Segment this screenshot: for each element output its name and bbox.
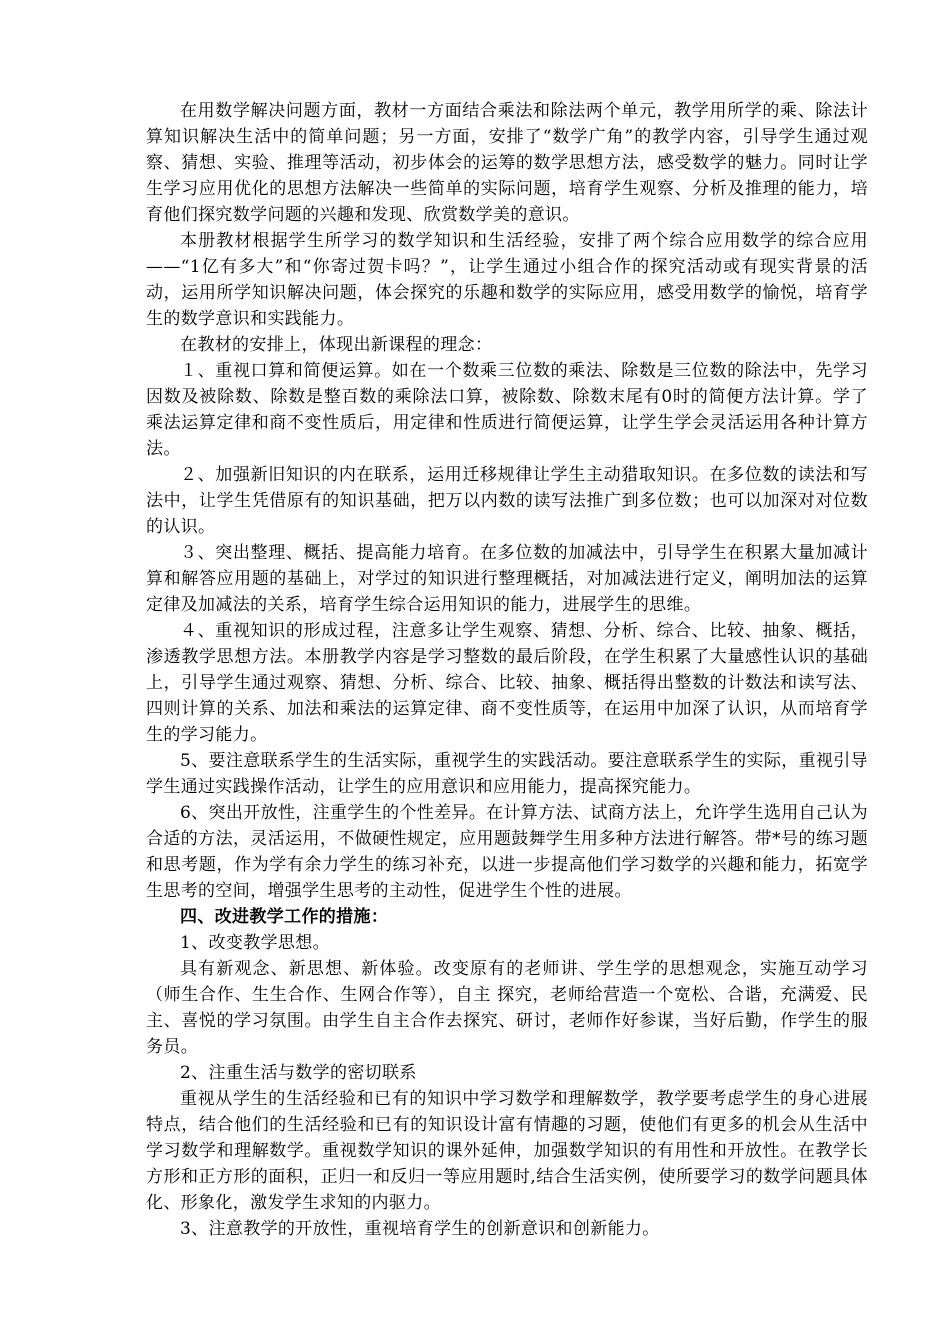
paragraph-measure-2-body: 重视从学生的生活经验和已有的知识中学习数学和理解数学，教学要考虑学生的身心进展特点，结合他们的生活经验和已有的知识设计富有情趣的习题，使他们有更多的机会从生活中学习数学和理解数学。重视数学知识的课外延伸，加强数学知识的有用性和开放性。在教学长方形和正方形的面积，正归一和反归一等应用题时,结合生活实例，使所要学习的数学问题具体化、形象化，激发学生求知的内驱力。 <box>146 1089 868 1213</box>
paragraph-problem-solving: 在用数学解决问题方面，教材一方面结合乘法和除法两个单元，教学用所学的乘、除法计算知识解决生活中的简单问题；另一方面，安排了“数学广角”的教学内容，引导学生通过观察、猜想、实验、推理等活动，初步体会的运筹的数学思想方法，感受数学的魅力。同时让学生学习应用优化的思想方法解决一些简单的实际问题，培育学生观察、分析及推理的能力，培育他们探究数学问题的兴趣和发现、欣赏数学美的意识。 <box>146 101 868 225</box>
paragraph-new-curriculum-intro: 在教材的安排上，体现出新课程的理念： <box>180 335 493 355</box>
paragraph-point-1: １、重视口算和简便运算。如在一个数乘三位数的乘法、除数是三位数的除法中，先学习因数及被除数、除数是整百数的乘除法口算，被除数、除数末尾有0时的简便方法计算。学了乘法运算定律和商不变性质后，用定律和性质进行简便运算，让学生学会灵活运用各种计算方法。 <box>146 361 868 459</box>
paragraph-measure-3-title: 3、注意教学的开放性，重视培育学生的创新意识和创新能力。 <box>180 1219 660 1239</box>
paragraph-measure-1-title: 1、改变教学思想。 <box>180 933 330 953</box>
paragraph-point-5: 5、要注意联系学生的生活实际，重视学生的实践活动。要注意联系学生的实际，重视引导学生通过实践操作活动，让学生的应用意识和应用能力，提高探究能力。 <box>146 751 868 797</box>
paragraph-point-3: ３、突出整理、概括、提高能力培育。在多位数的加减法中，引导学生在积累大量加减计算和解答应用题的基础上，对学过的知识进行整理概括，对加减法进行定义，阐明加法的运算定律及加减法的关系，培育学生综合运用知识的能力，进展学生的思维。 <box>146 543 868 615</box>
paragraph-comprehensive-application: 本册教材根据学生所学习的数学知识和生活经验，安排了两个综合应用数学的综合应用——“1亿有多大”和“你寄过贺卡吗？”，让学生通过小组合作的探究活动或有现实背景的活动，运用所学知识解决问题，体会探究的乐趣和数学的实际应用，感受用数学的愉悦，培育学生的数学意识和实践能力。 <box>146 231 868 329</box>
section-heading-improvement-measures: 四、改进教学工作的措施： <box>180 907 389 927</box>
paragraph-point-4: ４、重视知识的形成过程，注意多让学生观察、猜想、分析、综合、比较、抽象、概括，渗透教学思想方法。本册教学内容是学习整数的最后阶段，在学生积累了大量感性认识的基础上，引导学生通过观察、猜想、分析、综合、比较、抽象、概括得出整数的计数法和读写法、四则计算的关系、加法和乘法的运算定律、商不变性质等，在运用中加深了认识，从而培育学生的学习能力。 <box>146 621 868 745</box>
paragraph-point-2: ２、加强新旧知识的内在联系，运用迁移规律让学生主动猎取知识。在多位数的读法和写法中，让学生凭借原有的知识基础，把万以内数的读写法推广到多位数；也可以加深对对位数的认识。 <box>146 465 868 537</box>
paragraph-measure-2-title: 2、注重生活与数学的密切联系 <box>180 1063 417 1083</box>
paragraph-measure-1-body: 具有新观念、新思想、新体验。改变原有的老师讲、学生学的思想观念，实施互动学习（师生合作、生生合作、生网合作等），自主 探究，老师给营造一个宽松、合谐，充满爱、民主、喜悦的学习氛围。由学生自主合作去探究、研讨，老师作好参谋，当好后勤，作学生的服务员。 <box>146 959 868 1057</box>
paragraph-point-6: 6、突出开放性，注重学生的个性差异。在计算方法、试商方法上，允许学生选用自己认为合适的方法，灵活运用，不做硬性规定，应用题鼓舞学生用多种方法进行解答。带*号的练习题和思考题，作为学有余力学生的练习补充，以进一步提高他们学习数学的兴趣和能力，拓宽学生思考的空间，增强学生思考的主动性，促进学生个性的进展。 <box>146 803 868 901</box>
document-page <box>146 98 868 1242</box>
